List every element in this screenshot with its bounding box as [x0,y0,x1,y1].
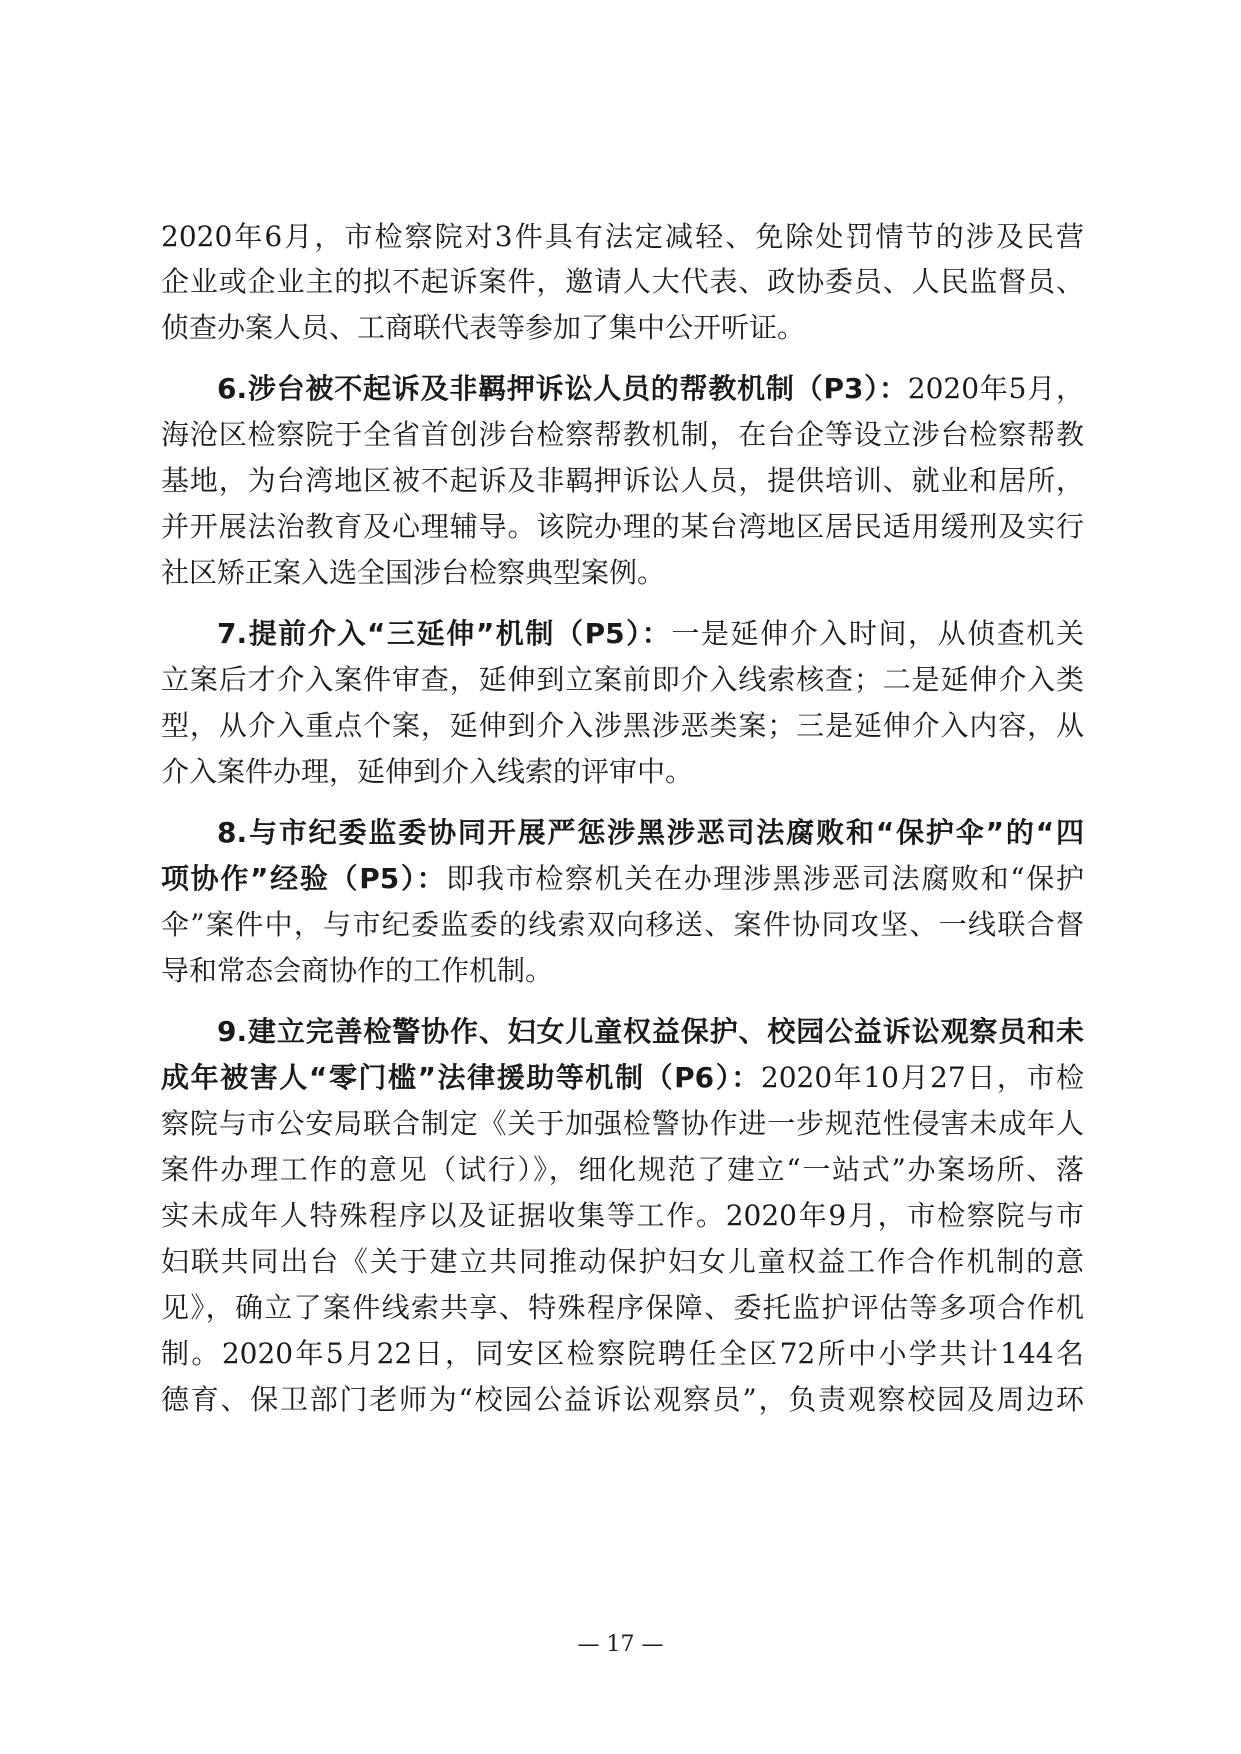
body-text: 2020年6月，市检察院对3件具有法定减轻、免除处罚情节的涉及民营 [161,220,1084,253]
body-text: 即我市检察机关在办理涉黑涉恶司法腐败和“保护 [446,862,1084,895]
section-heading: 9.建立完善检警协作、妇女儿童权益保护、校园公益诉讼观察员和未 [217,1015,1084,1048]
text-line [161,410,1084,460]
section-heading: 6.涉台被不起诉及非羁押诉讼人员的帮教机制（P3）： [217,372,908,405]
section-heading: 项协作”经验（P5）： [161,862,447,895]
body-text: 见》，确立了案件线索共享、特殊程序保障、委托监护评估等多项合作机 [161,1291,1084,1324]
body-text: 伞”案件中，与市纪委监委的线索双向移送、案件协同攻坚、一线联合督 [161,908,1084,941]
body-text: 2020年5月， [907,372,1084,405]
text-line [161,946,1084,996]
text-line [161,303,1084,353]
section-heading: 8.与市纪委监委协同开展严惩涉黑涉恶司法腐败和“保护伞”的“四 [217,816,1084,849]
body-text: 侦查办案人员、工商联代表等参加了集中公开听证。 [161,311,806,344]
body-text: 并开展法治教育及心理辅导。该院办理的某台湾地区居民适用缓刑及实行 [161,510,1084,543]
text-line [161,1145,1084,1195]
body-text: 立案后才介入案件审查，延伸到立案前即介入线索核查；二是延伸介入类 [161,663,1084,696]
text-line [161,1191,1084,1241]
text-line [161,655,1084,705]
text-line [161,1283,1084,1333]
text-line [161,1375,1084,1425]
text-line [161,854,1084,904]
text-line [161,1099,1084,1149]
body-text: 德育、保卫部门老师为“校园公益诉讼观察员”，负责观察校园及周边环 [161,1383,1084,1416]
body-text: 介入案件办理，延伸到介入线索的评审中。 [161,755,694,788]
page-number: — 17 — [577,1632,664,1657]
text-line [161,609,1084,659]
body-text: 妇联共同出台《关于建立共同推动保护妇女儿童权益工作合作机制的意 [161,1245,1084,1278]
body-text: 海沧区检察院于全省首创涉台检察帮教机制，在台企等设立涉台检察帮教 [161,418,1084,451]
text-line [161,747,1084,797]
text-line [161,548,1084,598]
body-text: 一是延伸介入时间，从侦查机关 [671,617,1084,650]
text-line [161,1053,1084,1103]
body-text: 察院与市公安局联合制定《关于加强检警协作进一步规范性侵害未成年人 [161,1107,1084,1140]
text-line [161,364,1084,414]
document-page [161,212,1084,1632]
body-text: 案件办理工作的意见（试行）》，细化规范了建立“一站式”办案场所、落 [161,1153,1084,1186]
text-line [161,701,1084,751]
body-text: 导和常态会商协作的工作机制。 [161,954,554,987]
section-heading: 成年被害人“零门槛”法律援助等机制（P6）： [161,1061,761,1094]
body-text: 基地，为台湾地区被不起诉及非羁押诉讼人员，提供培训、就业和居所， [161,464,1084,497]
text-line [161,1007,1084,1057]
section-heading: 7.提前介入“三延伸”机制（P5）： [217,617,672,650]
body-text: 2020年10月27日，市检 [760,1061,1084,1094]
body-text: 实未成年人特殊程序以及证据收集等工作。2020年9月，市检察院与市 [161,1199,1084,1232]
text-line [161,212,1084,262]
body-text: 企业或企业主的拟不起诉案件，邀请人大代表、政协委员、人民监督员、 [161,265,1084,298]
text-line [161,1329,1084,1379]
text-line [161,502,1084,552]
body-text: 型，从介入重点个案，延伸到介入涉黑涉恶类案；三是延伸介入内容，从 [161,709,1084,742]
text-line [161,257,1084,307]
text-line [161,1237,1084,1287]
text-line [161,456,1084,506]
body-text: 社区矫正案入选全国涉台检察典型案例。 [161,556,666,589]
body-text: 制。2020年5月22日，同安区检察院聘任全区72所中小学共计144名 [161,1337,1084,1370]
text-line [161,900,1084,950]
text-line [161,808,1084,858]
